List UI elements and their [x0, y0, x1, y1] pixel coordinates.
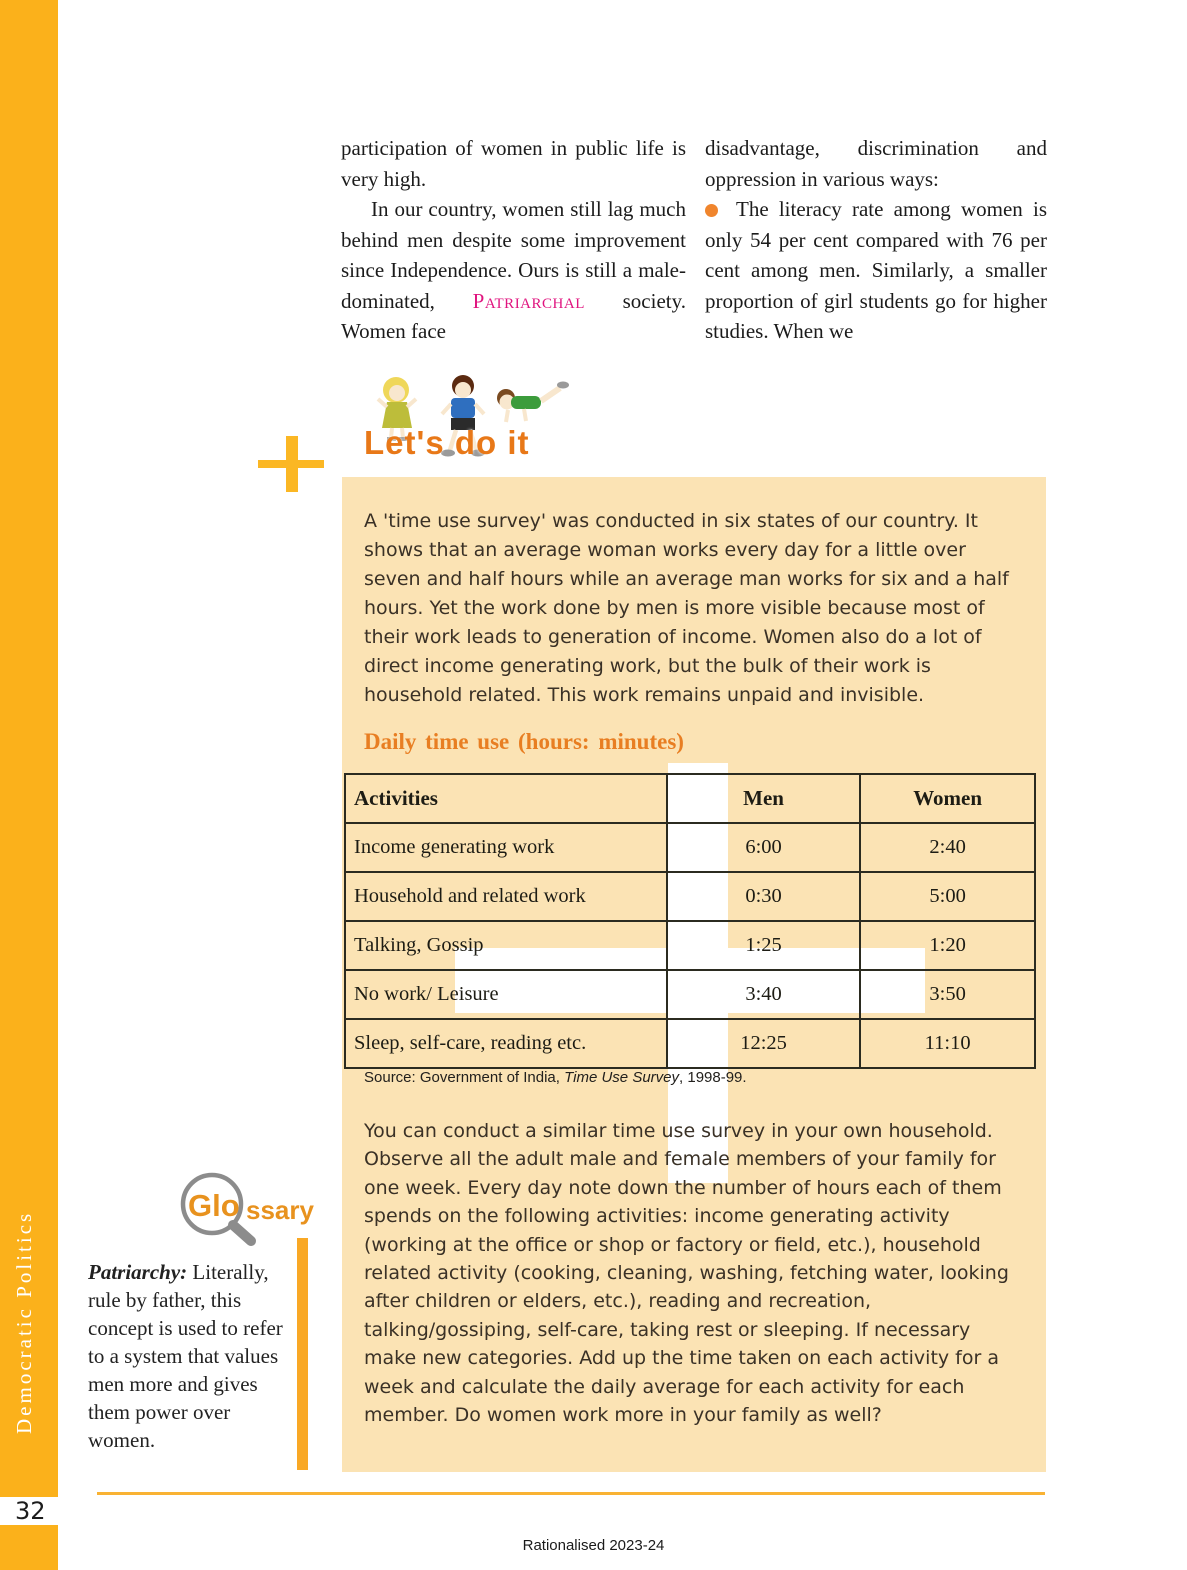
activity-cell: Talking, Gossip [345, 921, 667, 970]
sidebar-book-title: Democratic Politics [12, 1210, 36, 1434]
women-cell: 2:40 [860, 823, 1035, 872]
men-cell: 6:00 [667, 823, 860, 872]
paragraph [705, 133, 1047, 194]
pushup-boy-figure [497, 382, 569, 423]
glossary-logo [166, 1170, 326, 1246]
men-cell: 12:25 [667, 1019, 860, 1068]
source-suffix: , 1998-99. [679, 1069, 747, 1086]
magnifier-handle [233, 1225, 251, 1241]
footer-note: Rationalised 2023-24 [522, 1537, 665, 1554]
glossary-term: Patriarchy: [88, 1260, 188, 1284]
activity-cell: Household and related work [345, 872, 667, 921]
body-column-left [341, 133, 686, 347]
women-cell: 3:50 [860, 970, 1035, 1019]
glossary-definition [88, 1258, 302, 1454]
plus-decoration [258, 436, 324, 492]
paragraph-text: society. Women face [341, 288, 686, 343]
activity-intro: A 'time use survey' was conducted in six states of our country. It shows that an average woman works every day for a little over seven and half hours while an average man works for six and a half hours. Yet the work done by men is more visible because most of their work leads to generation of income. Women also do a lot of direct income generating work, but the bulk of their work is household related. This work remains unpaid and invisible. [364, 510, 1009, 706]
col-header-activities: Activities [345, 774, 667, 823]
glossary-logo-text-2: ssary [246, 1195, 314, 1225]
men-cell: 0:30 [667, 872, 860, 921]
source-prefix: Source: Government of India, [364, 1069, 565, 1086]
page-number-band [0, 1497, 70, 1525]
table-row [345, 1019, 1035, 1068]
glossary-term-highlight: Patriarchal [472, 288, 585, 313]
table-row [345, 823, 1035, 872]
men-cell: 3:40 [667, 970, 860, 1019]
women-cell: 11:10 [860, 1019, 1035, 1068]
table-row [345, 872, 1035, 921]
page-number: 32 [15, 1497, 46, 1525]
table-title: Daily time use (hours: minutes) [364, 729, 684, 754]
paragraph-text: participation of women in public life is very high. [341, 136, 686, 191]
sidebar-strip [0, 0, 58, 1570]
men-cell: 1:25 [667, 921, 860, 970]
plus-horizontal-bar [258, 460, 324, 468]
body-column-right [705, 133, 1047, 347]
lets-do-it-graphic [358, 374, 573, 474]
col-header-women: Women [860, 774, 1035, 823]
lets-do-it-label: Let's do it [364, 424, 530, 461]
bullet-item [705, 194, 1047, 347]
paragraph [341, 133, 686, 194]
women-cell: 1:20 [860, 921, 1035, 970]
activity-cell: Income generating work [345, 823, 667, 872]
table-header-row [345, 774, 1035, 823]
table-row [345, 970, 1035, 1019]
bullet-icon [705, 204, 718, 217]
activity-box [342, 477, 1046, 1472]
paragraph [341, 194, 686, 347]
activity-cell: Sleep, self-care, reading etc. [345, 1019, 667, 1068]
paragraph-text: In our country, women still lag much behind men despite some improvement since Independence. Ours is still a male-dominated, [341, 197, 686, 313]
bullet-text: The literacy rate among women is only 54 per cent compared with 76 per cent among men. Similarly, a smaller proportion of girl students go for higher studies. When we [705, 197, 1047, 343]
bottom-rule [97, 1492, 1045, 1495]
activity-cell: No work/ Leisure [345, 970, 667, 1019]
women-cell: 5:00 [860, 872, 1035, 921]
source-title-italic: Time Use Survey [564, 1069, 680, 1086]
activity-instructions: You can conduct a similar time use survey in your own household. Observe all the adult male and female members of your family for one week. Every day note down the number of hours each of them spends on the following activities: income generating activity (working at the office or shop or factory or field, etc.), household related activity (cooking, cleaning, washing, fetching water, looking after children or elders, etc.), reading and recreation, talking/gossiping, self-care, taking rest or sleeping. If necessary make new categories. Add up the time taken on each activity for a week and calculate the daily average for each activity for each member. Do women work more in your family as well? [364, 1120, 1009, 1427]
time-use-table [344, 773, 1036, 1069]
table-row [345, 921, 1035, 970]
col-header-men: Men [667, 774, 860, 823]
source-note [364, 1069, 747, 1086]
glossary-logo-graphic [166, 1170, 326, 1246]
glossary-definition-text: Literally, rule by father, this concept is used to refer to a system that values men more and gives them power over women. [88, 1260, 283, 1452]
glossary-logo-text-1: Glo [188, 1188, 240, 1223]
paragraph-text: disadvantage, discrimination and oppression in various ways: [705, 136, 1047, 191]
